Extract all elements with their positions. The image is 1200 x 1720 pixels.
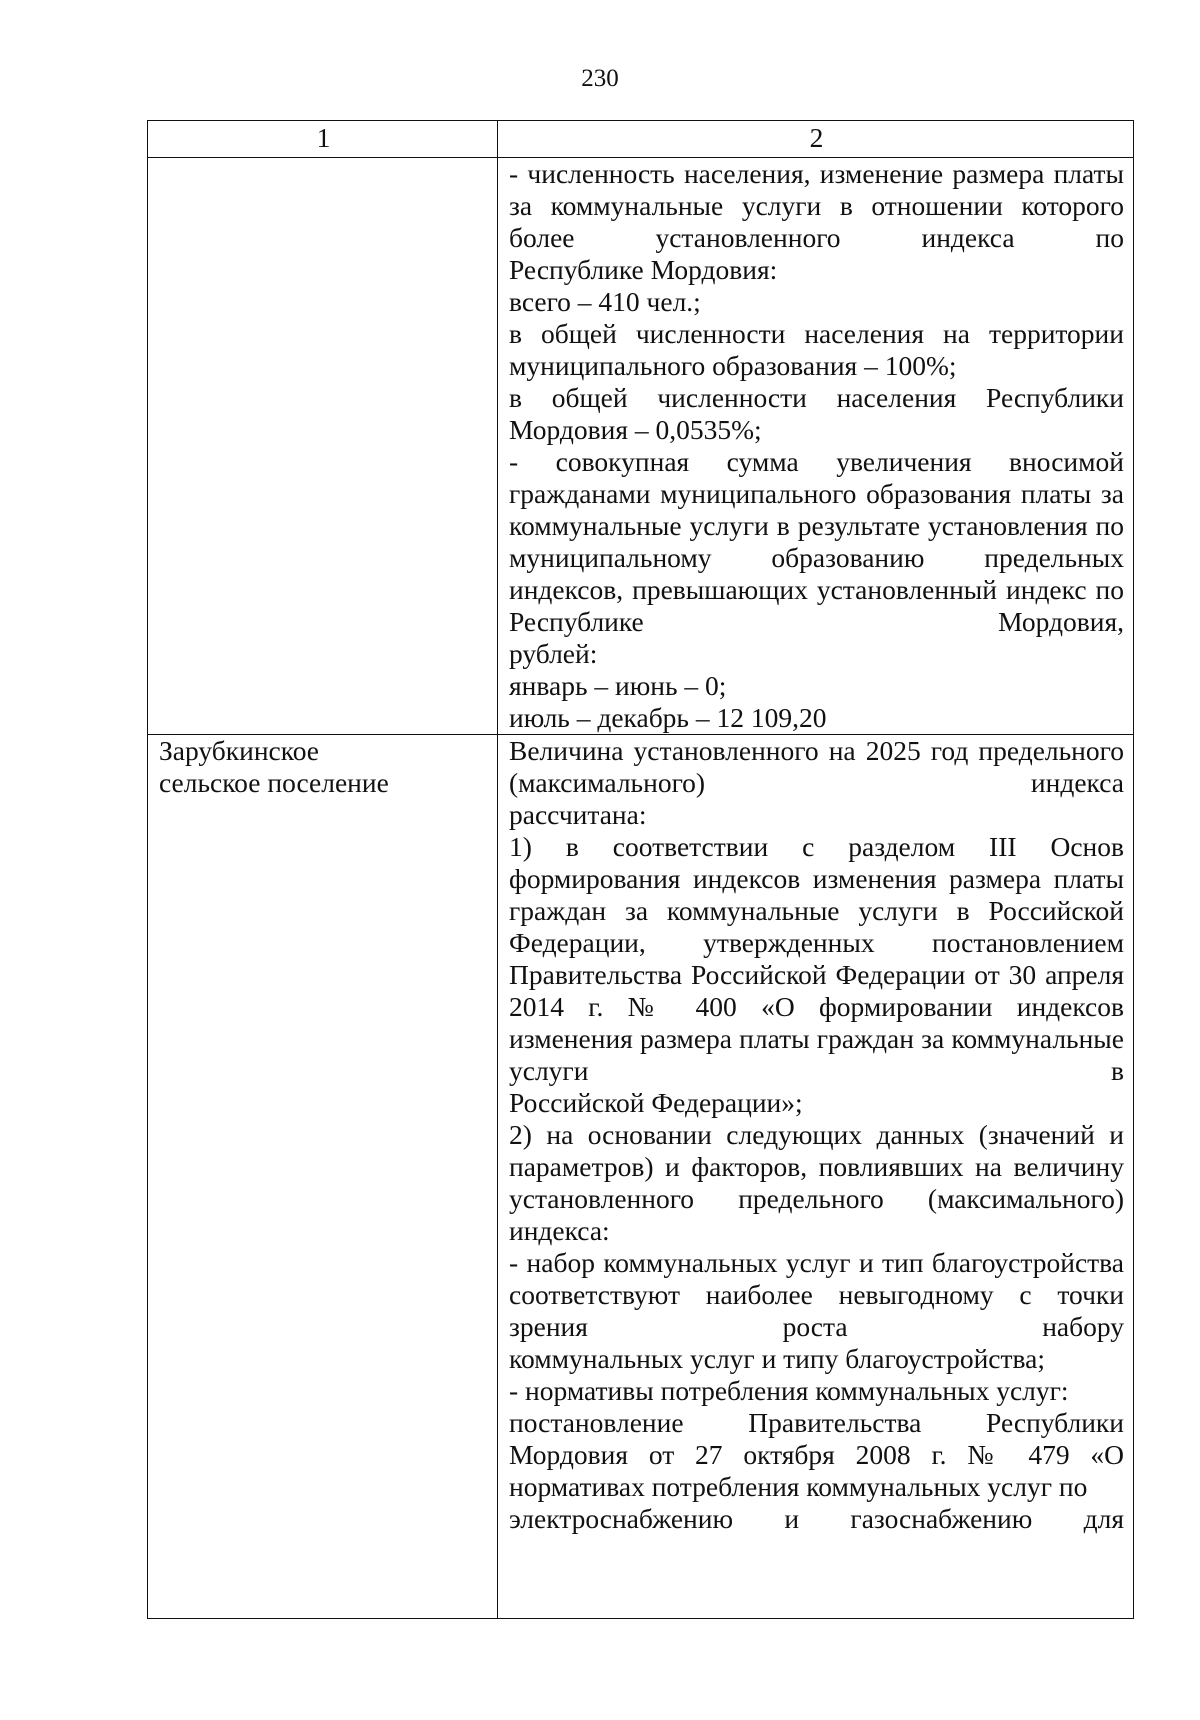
table-header-cell-2: 2 (498, 121, 1134, 158)
description-paragraph: муниципального образования – 100%; (509, 350, 957, 381)
table-cell-description (498, 158, 1134, 735)
municipality-name-line: сельское поселение (159, 767, 389, 798)
table-cell-municipality (148, 158, 498, 735)
description-paragraph: - нормативы потребления коммунальных услуг: (509, 1375, 1069, 1406)
municipality-name-line: Зарубкинское (159, 735, 320, 766)
description-paragraph: постановление Правительства Республики Мордовия от 27 октября 2008 г. № 479 «О (509, 1407, 1124, 1470)
description-paragraph: Величина установленного на 2025 год предельного (максимального) индекса (509, 735, 1124, 798)
description-paragraph: всего – 410 чел.; (509, 286, 701, 317)
description-paragraph: 2) на основании следующих данных (значений и параметров) и факторов, повлиявших на величину установленного предельного (максимального) (509, 1119, 1124, 1214)
table-header-cell-1: 1 (148, 121, 498, 158)
table-cell-description (498, 735, 1134, 1619)
document-table (147, 120, 1134, 1619)
table-cell-municipality (148, 735, 498, 1619)
page-number: 230 (581, 65, 619, 92)
table-row (148, 735, 1134, 1619)
description-paragraph: - совокупная сумма увеличения вносимой гражданами муниципального образования платы за коммунальные услуги в результате установления по муниципальному образованию предельных индексов, превышающих установленный индекс по Республике Мордовия, (509, 446, 1124, 637)
description-paragraph: в общей численности населения на территории (509, 318, 1124, 349)
description-paragraph: коммунальных услуг и типу благоустройства; (509, 1343, 1045, 1374)
description-paragraph: рублей: (509, 638, 598, 669)
description-paragraph: 1) в соответствии с разделом III Основ формирования индексов изменения размера платы граждан за коммунальные услуги в Российской Федерации, утвержденных постановлением Правительства Российской Федерации от 30 апреля 2014 г. № 400 «О формировании индексов изменения размера платы граждан за коммунальные услуги в (509, 831, 1124, 1086)
description-paragraph: январь – июнь – 0; (509, 670, 727, 701)
description-paragraph: рассчитана: (509, 799, 647, 830)
table-row (148, 158, 1134, 735)
description-paragraph: июль – декабрь – 12 109,20 (509, 702, 827, 733)
description-paragraph: - численность населения, изменение размера платы за коммунальные услуги в отношении которого более установленного индекса по (509, 158, 1124, 253)
description-paragraph: индекса: (509, 1215, 610, 1246)
description-paragraph: Республике Мордовия: (509, 254, 778, 285)
description-paragraph: - набор коммунальных услуг и тип благоустройства соответствуют наиболее невыгодному с точки зрения роста набору (509, 1247, 1124, 1342)
description-paragraph: Мордовия – 0,0535%; (509, 414, 762, 445)
table-header-row (148, 121, 1134, 158)
description-paragraph: нормативах потребления коммунальных услуг по (509, 1471, 1088, 1502)
description-paragraph: Российской Федерации»; (509, 1087, 803, 1118)
description-paragraph: электроснабжению и газоснабжению для (509, 1503, 1124, 1534)
description-paragraph: в общей численности населения Республики (509, 382, 1124, 413)
